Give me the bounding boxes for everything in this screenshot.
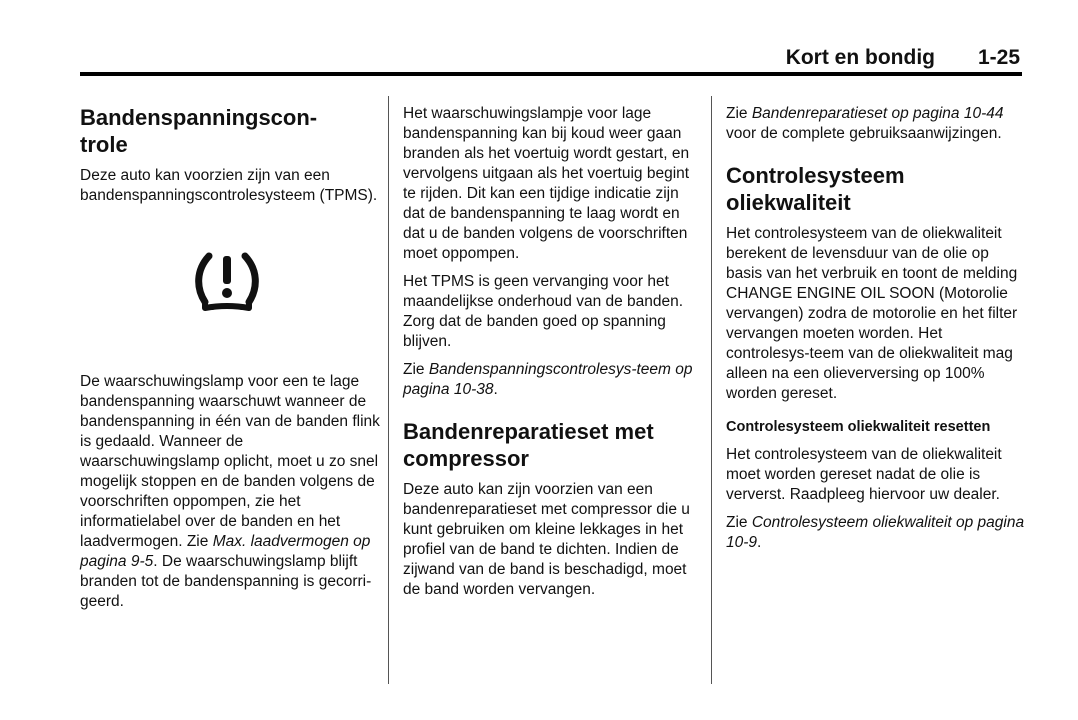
- cross-reference: Bandenspanningscontrolesys-teem op pagina 10-38: [403, 361, 693, 398]
- tpms-reference-paragraph: Zie Bandenspanningscontrolesys-teem op pagina 10-38.: [403, 361, 693, 398]
- oil-reset-subheading: Controlesysteem oliekwaliteit resetten: [726, 419, 991, 435]
- page-header: [80, 46, 1020, 72]
- tpms-cold-weather-paragraph: Het waarschuwingslampje voor lage bandenspanning kan bij koud weer gaan branden als het voertuig wordt gestart, en vervolgens uitgaan als het voertuig begint te rijden. Dit kan een tijdige indicatie zijn dat de bandenspanning te laag wordt en dat u de banden volgens de voorschriften moet oppompen.: [403, 105, 690, 262]
- column-2: [403, 104, 701, 608]
- column-3: [726, 104, 1026, 561]
- cross-reference: Controlesysteem oliekwaliteit op pagina 10-9: [726, 514, 1025, 551]
- tpms-maintenance-paragraph: Het TPMS is geen vervanging voor het maandelijkse onderhoud van de banden. Zorg dat de banden goed op spanning blijven.: [403, 273, 684, 350]
- header-rule: [80, 72, 1022, 76]
- oil-quality-paragraph: Het controlesysteem van de oliekwaliteit berekent de levensduur van de olie op basis van het verbruik en toont de melding CHANGE ENGINE OIL SOON (Motorolie vervangen) zodra de motorolie en het filter vervangen moeten worden. Het controlesys-teem van de oliekwaliteit mag alleen na een olieverversing op 100% worden gereset.: [726, 225, 1018, 402]
- page-number: 1-25: [977, 46, 1020, 69]
- tpms-icon-wrap: [80, 250, 380, 314]
- section-title: Kort en bondig: [785, 46, 935, 69]
- cross-reference: Max. laadvermogen op pagina 9-5: [80, 533, 371, 570]
- repair-kit-paragraph: Deze auto kan zijn voorzien van een bandenreparatieset met compressor die u kunt gebruiken om kleine lekkages in het profiel van de band te dichten. Indien de zijwand van de band is beschadigd, moet de band worden vervangen.: [403, 481, 690, 598]
- oil-reference-paragraph: Zie Controlesysteem oliekwaliteit op pagina 10-9.: [726, 514, 1025, 551]
- oil-reset-paragraph: Het controlesysteem van de oliekwaliteit moet worden gereset nadat de olie is ververst. Raadpleeg hiervoor uw dealer.: [726, 446, 1002, 503]
- tpms-warning-paragraph: De waarschuwingslamp voor een te lage bandenspanning waarschuwt wanneer de bandenspanning in één van de banden flink is gedaald. Wanneer de waarschuwingslamp oplicht, moet u zo snel mogelijk stoppen en de banden volgens de voorschriften oppompen, zie het informatielabel over de banden en het laadvermogen. Zie Max. laadvermogen op pagina 9-5. De waarschuwingslamp blijft branden tot de bandenspanning is gecorri-geerd.: [80, 373, 380, 610]
- tire-pressure-warning-icon: [195, 250, 259, 314]
- column-divider: [711, 96, 712, 684]
- tpms-heading: Bandenspanningscon- trole: [80, 105, 318, 157]
- oil-quality-heading: Controlesysteem oliekwaliteit: [726, 163, 905, 215]
- repair-kit-reference-paragraph: Zie Bandenreparatieset op pagina 10-44 voor de complete gebruiksaanwijzingen.: [726, 105, 1004, 142]
- cross-reference: Bandenreparatieset op pagina 10-44: [751, 105, 1004, 122]
- column-divider: [388, 96, 389, 684]
- tpms-intro: Deze auto kan voorzien zijn van een bandenspanningscontrolesysteem (TPMS).: [80, 167, 378, 204]
- repair-kit-heading: Bandenreparatieset met compressor: [403, 419, 654, 471]
- column-1: [80, 104, 380, 620]
